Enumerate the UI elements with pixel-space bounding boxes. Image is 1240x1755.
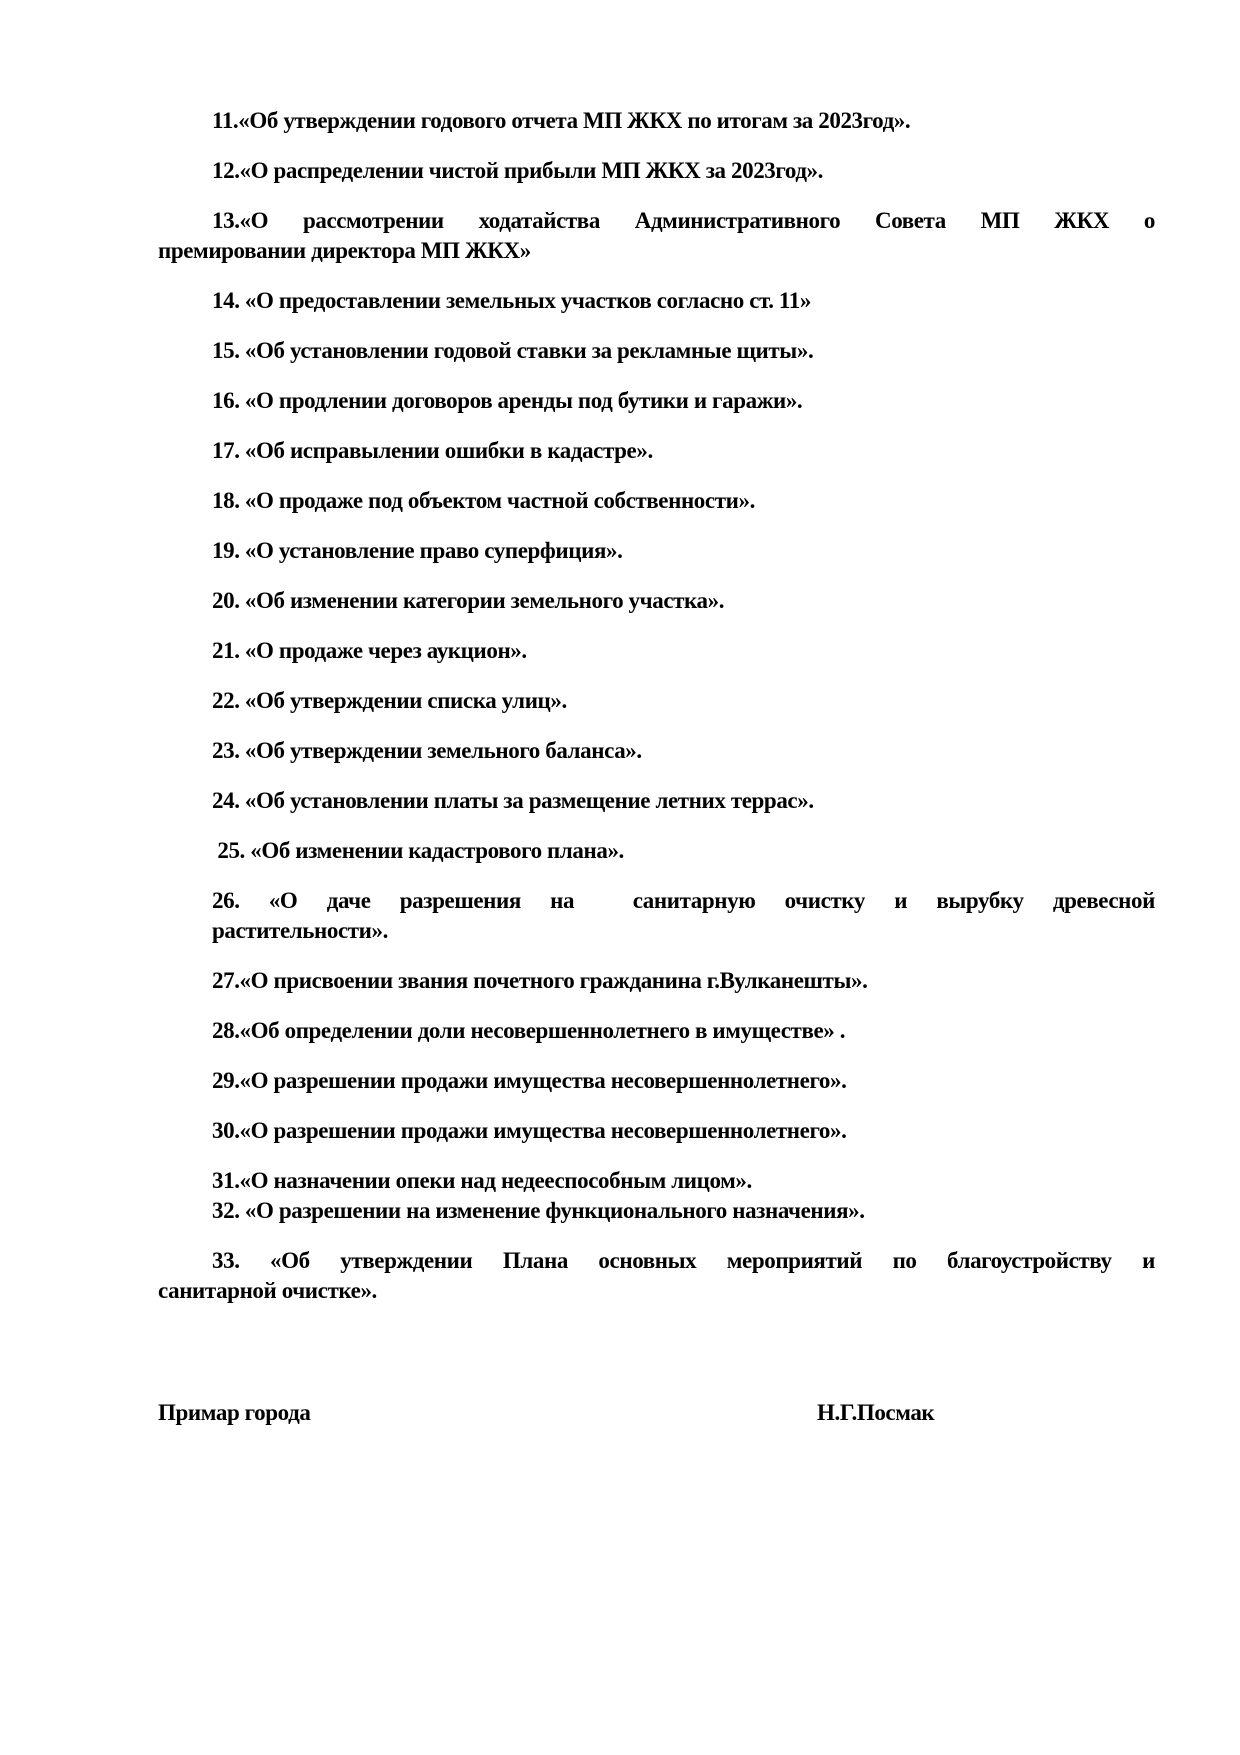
signature-role: Примар города — [158, 1400, 311, 1425]
list-item-line: 13.«О рассмотрении ходатайства Административного Совета МП ЖКХ о — [212, 208, 1155, 233]
list-item — [158, 336, 1155, 366]
list-item — [158, 1016, 1155, 1046]
list-item — [158, 886, 1155, 946]
list-item — [158, 1196, 1155, 1226]
list-item-line: 29.«О разрешении продажи имущества несовершеннолетнего». — [212, 1068, 847, 1093]
list-item — [158, 156, 1155, 186]
list-item-line: 20. «Об изменении категории земельного участка». — [212, 588, 725, 613]
list-item-line: 22. «Об утверждении списка улиц». — [212, 688, 567, 713]
list-item — [158, 1116, 1155, 1146]
list-item-line: 30.«О разрешении продажи имущества несовершеннолетнего». — [212, 1118, 847, 1143]
list-item — [158, 386, 1155, 416]
list-item-line: 27.«О присвоении звания почетного гражданина г.Вулканешты». — [212, 968, 868, 993]
list-item-line: 28.«Об определении доли несовершеннолетнего в имуществе» . — [212, 1018, 846, 1043]
list-item — [158, 1066, 1155, 1096]
list-item — [158, 836, 1155, 866]
list-item-line: премировании директора МП ЖКХ» — [158, 238, 531, 263]
list-item-line: 21. «О продаже через аукцион». — [212, 638, 527, 663]
list-item-line: 33. «Об утверждении Плана основных мероприятий по благоустройству и — [212, 1248, 1155, 1273]
list-item-line: 14. «О предоставлении земельных участков согласно ст. 11» — [212, 288, 811, 313]
list-item-line: 16. «О продлении договоров аренды под бутики и гаражи». — [212, 388, 803, 413]
list-item — [158, 636, 1155, 666]
list-item — [158, 586, 1155, 616]
list-item-line: 32. «О разрешении на изменение функционального назначения». — [212, 1198, 865, 1223]
list-item-line: 24. «Об установлении платы за размещение летних террас». — [212, 788, 814, 813]
list-item — [158, 436, 1155, 466]
list-item-line: санитарной очистке». — [158, 1278, 377, 1303]
list-item-line: 11.«Об утверждении годового отчета МП ЖКХ по итогам за 2023год». — [212, 108, 911, 133]
list-item — [158, 1166, 1155, 1196]
list-item-line: 17. «Об исправылении ошибки в кадастре». — [212, 438, 653, 463]
list-item-line: 26. «О даче разрешения на санитарную очистку и вырубку древесной — [212, 888, 1155, 913]
list-item — [158, 686, 1155, 716]
list-item-line: 25. «Об изменении кадастрового плана». — [212, 838, 624, 863]
list-item-line: 18. «О продаже под объектом частной собственности». — [212, 488, 755, 513]
signature-name: Н.Г.Посмак — [817, 1400, 935, 1425]
list-item — [158, 966, 1155, 996]
list-item-line: 19. «О установление право суперфиция». — [212, 538, 623, 563]
list-item-line: 31.«О назначении опеки над недееспособным лицом». — [212, 1168, 752, 1193]
list-item — [158, 206, 1155, 266]
list-item-line: 12.«О распределении чистой прибыли МП ЖКХ за 2023год». — [212, 158, 824, 183]
list-item — [158, 736, 1155, 766]
list-item-line: 15. «Об установлении годовой ставки за рекламные щиты». — [212, 338, 814, 363]
list-item — [158, 486, 1155, 516]
signature-row — [158, 1398, 1155, 1428]
list-item — [158, 106, 1155, 136]
resolution-list — [158, 106, 1155, 1306]
list-item-line: 23. «Об утверждении земельного баланса». — [212, 738, 642, 763]
list-item — [158, 1246, 1155, 1306]
list-item-line: растительности». — [212, 918, 388, 943]
list-item — [158, 536, 1155, 566]
list-item — [158, 286, 1155, 316]
list-item — [158, 786, 1155, 816]
